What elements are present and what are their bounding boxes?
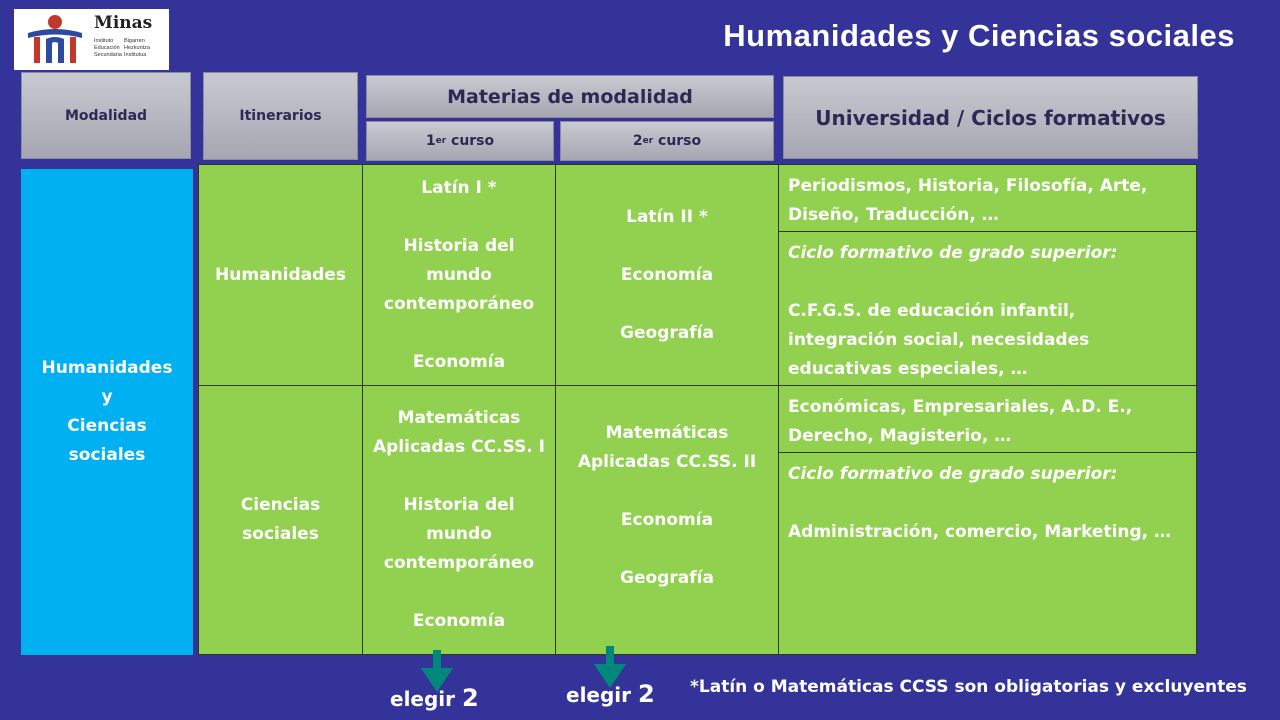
itinerario-cell-humanidades: Humanidades — [198, 164, 363, 386]
ciclo-cell-humanidades: Ciclo formativo de grado superior: C.F.G.S. de educación infantil, integración social, necesidades educativas especiales, … — [778, 231, 1197, 386]
header-modalidad: Modalidad — [21, 72, 191, 159]
curso2-cell-ciencias-sociales: Matemáticas Aplicadas CC.SS. II Economía Geografía — [555, 385, 779, 655]
logo-brand: Minas — [94, 13, 153, 33]
header-segundo-curso: 2 er curso — [560, 121, 774, 161]
itinerario-cell-ciencias-sociales: Ciencias sociales — [198, 385, 363, 655]
header-primer-curso: 1 er curso — [366, 121, 554, 161]
curso1-cell-ciencias-sociales: Matemáticas Aplicadas CC.SS. I Historia del mundo contemporáneo Economía — [362, 385, 556, 655]
logo-subtitle-left: Instituto Educación Secundaria — [94, 38, 122, 58]
header-materias-modalidad: Materias de modalidad — [366, 75, 774, 118]
ciclo-cell-ciencias-sociales: Ciclo formativo de grado superior: Administración, comercio, Marketing, … — [778, 452, 1197, 655]
minas-logo-icon — [22, 13, 88, 67]
elegir-label-curso2: elegir 2 — [566, 680, 655, 708]
elegir-label-curso1: elegir 2 — [390, 684, 479, 712]
header-itinerarios: Itinerarios — [203, 72, 358, 160]
footnote: *Latín o Matemáticas CCSS son obligatorias y excluyentes — [690, 677, 1247, 697]
curso1-cell-humanidades: Latín I * Historia del mundo contemporáneo Economía — [362, 164, 556, 386]
page-title: Humanidades y Ciencias sociales — [723, 18, 1235, 53]
header-universidad-ciclos: Universidad / Ciclos formativos — [783, 76, 1198, 159]
logo-subtitle-right: Bigarren Hezkuntza Institutua — [124, 38, 150, 58]
universidad-cell-ciencias-sociales: Económicas, Empresariales, A.D. E., Derecho, Magisterio, … — [778, 385, 1197, 453]
modalidad-cell: Humanidades y Ciencias sociales — [21, 169, 193, 655]
universidad-cell-humanidades: Periodismos, Historia, Filosofía, Arte, Diseño, Traducción, … — [778, 164, 1197, 232]
curso2-cell-humanidades: Latín II * Economía Geografía — [555, 164, 779, 386]
school-logo — [14, 9, 169, 70]
